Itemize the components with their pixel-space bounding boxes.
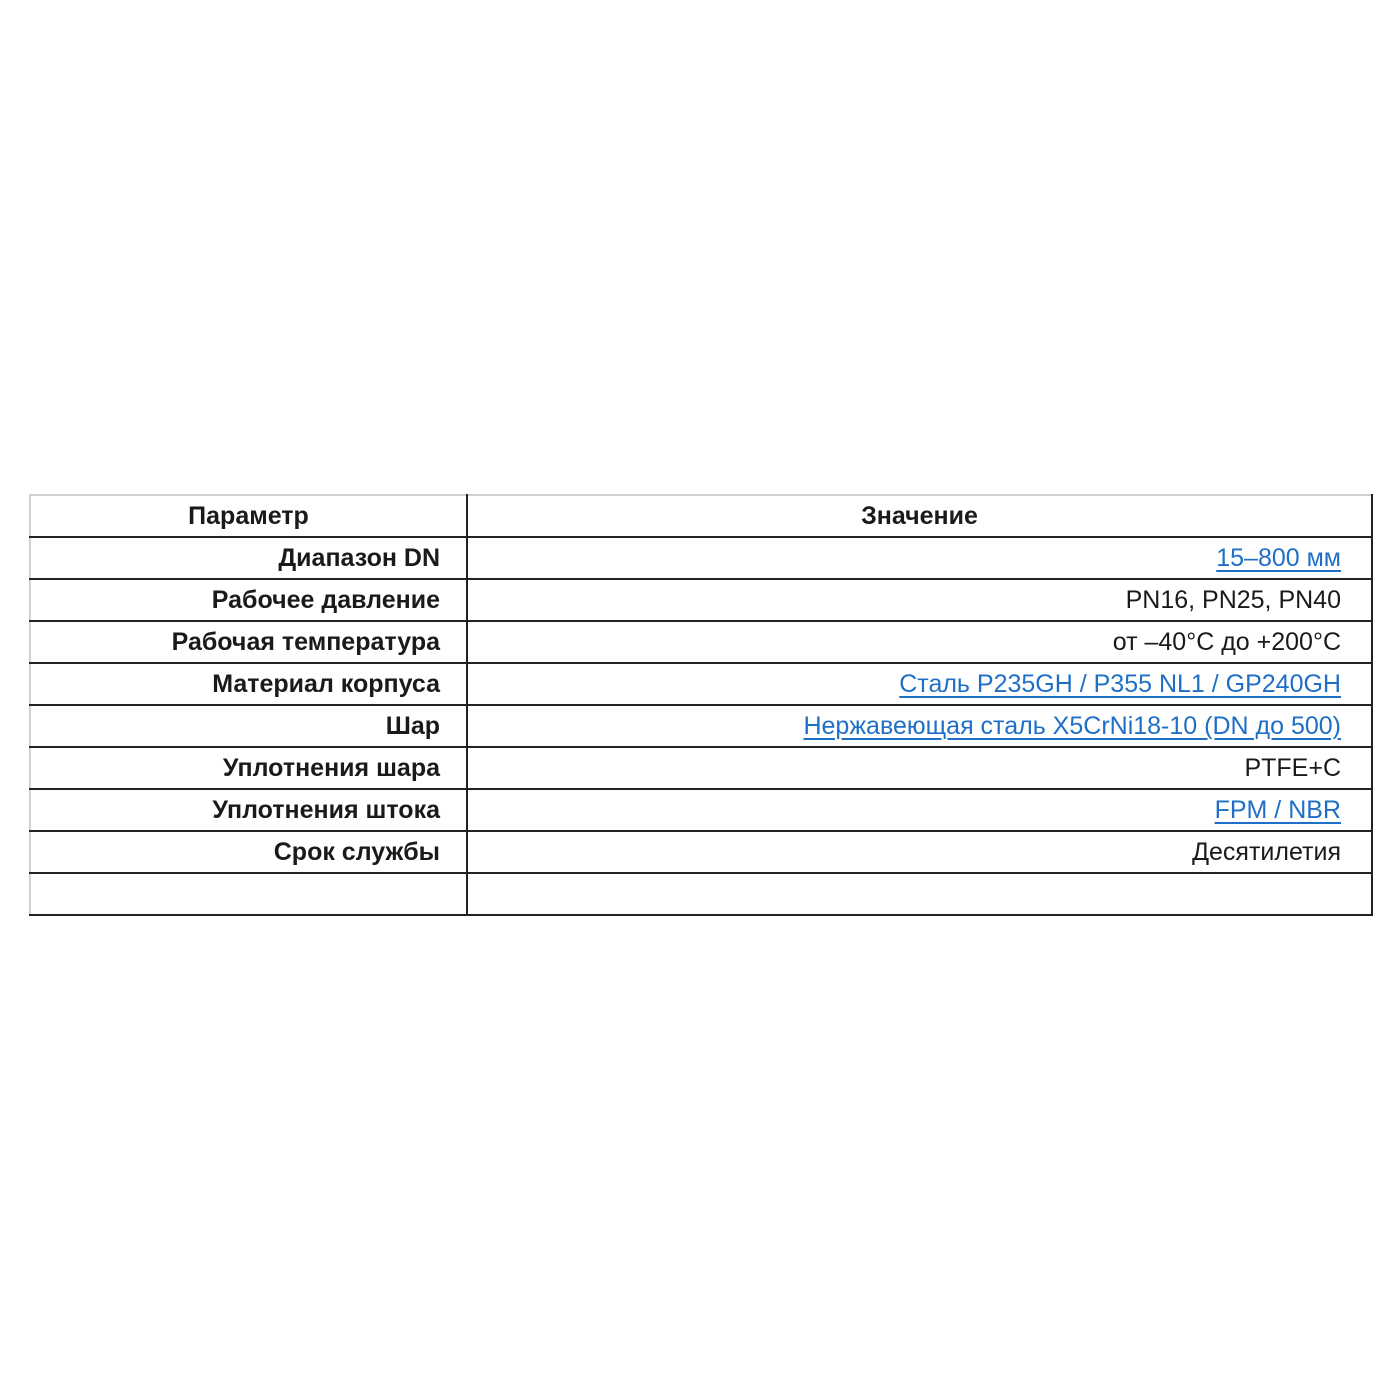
table-row-empty [30, 873, 1372, 915]
row-label-service-life: Срок службы [30, 831, 467, 873]
dn-range-link[interactable]: 15–800 мм [1216, 544, 1341, 572]
table-row [30, 537, 1372, 579]
column-header-parameter: Параметр [30, 495, 467, 537]
row-value-cell [467, 705, 1372, 747]
table-row [30, 663, 1372, 705]
header-row [30, 495, 1372, 537]
row-label-working-pressure: Рабочее давление [30, 579, 467, 621]
row-value-cell [467, 789, 1372, 831]
table-row [30, 621, 1372, 663]
table-row [30, 705, 1372, 747]
row-label-dn-range: Диапазон DN [30, 537, 467, 579]
row-value-cell [467, 537, 1372, 579]
ball-material-link[interactable]: Нержавеющая сталь X5CrNi18-10 (DN до 500) [803, 712, 1341, 740]
table-row [30, 831, 1372, 873]
row-label-ball: Шар [30, 705, 467, 747]
column-header-value: Значение [467, 495, 1372, 537]
row-value-working-temperature: от –40°C до +200°C [467, 621, 1372, 663]
table-row [30, 789, 1372, 831]
row-value-cell [467, 663, 1372, 705]
row-value-ball-seals: PTFE+C [467, 747, 1372, 789]
spec-table [29, 494, 1373, 916]
body-material-link[interactable]: Сталь P235GH / P355 NL1 / GP240GH [899, 670, 1341, 698]
row-value-service-life: Десятилетия [467, 831, 1372, 873]
stem-seals-link[interactable]: FPM / NBR [1214, 796, 1341, 824]
table-row [30, 579, 1372, 621]
row-label-body-material: Материал корпуса [30, 663, 467, 705]
row-label-ball-seals: Уплотнения шара [30, 747, 467, 789]
table-row [30, 747, 1372, 789]
row-value-empty [467, 873, 1372, 915]
row-value-working-pressure: PN16, PN25, PN40 [467, 579, 1372, 621]
row-label-working-temperature: Рабочая температура [30, 621, 467, 663]
row-label-empty [30, 873, 467, 915]
row-label-stem-seals: Уплотнения штока [30, 789, 467, 831]
